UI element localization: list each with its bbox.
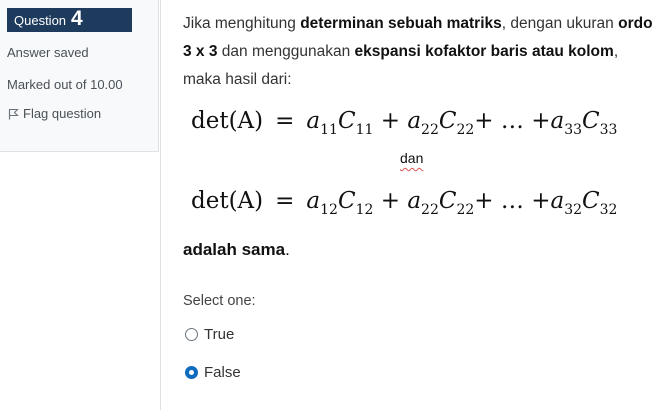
flag-question-label: Flag question — [23, 106, 102, 121]
formula2-plus: + — [373, 188, 408, 214]
formula2-a2: a — [407, 188, 422, 214]
formula-connector: dan — [400, 150, 424, 166]
formula-image — [183, 104, 641, 232]
formula1-a3-sub: 33 — [564, 122, 583, 138]
answer-status: Answer saved — [7, 45, 89, 60]
formula1-a1: a — [306, 108, 321, 134]
option-false[interactable] — [185, 364, 241, 381]
flag-icon — [8, 108, 19, 120]
formula1-c1-sub: 11 — [355, 122, 374, 138]
question-number: 4 — [71, 7, 83, 30]
question-text-part-1: Jika menghitung — [183, 15, 301, 32]
formula1-equals: = — [275, 108, 295, 134]
formula1-c3: C — [582, 108, 600, 134]
formula2-a1-sub: 12 — [320, 202, 338, 218]
question-text — [183, 10, 653, 94]
question-bold-1: determinan sebuah matriks — [300, 15, 502, 32]
radio-true[interactable] — [185, 328, 198, 341]
formula1-c2-sub: 22 — [456, 122, 475, 138]
question-text-part-2: , dengan ukuran — [501, 15, 619, 32]
marked-out-of: Marked out of 10.00 — [7, 77, 123, 92]
formula2-a2-sub: 22 — [421, 202, 439, 218]
formula1-c2: C — [438, 108, 457, 134]
question-info-panel — [0, 0, 159, 152]
formula2-c3: C — [582, 188, 600, 214]
formula1-a2: a — [407, 108, 422, 134]
select-one-prompt: Select one: — [183, 293, 256, 309]
question-conclusion — [183, 240, 290, 260]
formula2-ellipsis: + … + — [474, 188, 551, 214]
formula-row-1 — [191, 108, 618, 138]
formula1-a2-sub: 22 — [421, 122, 439, 138]
formula1-a3: a — [550, 108, 565, 134]
formula2-c1: C — [337, 188, 356, 214]
option-true[interactable] — [185, 326, 234, 343]
formula2-a1: a — [306, 188, 321, 214]
question-label: Question — [14, 12, 67, 28]
formula1-c1: C — [337, 108, 356, 134]
formula2-c3-sub: 32 — [599, 202, 618, 218]
radio-false[interactable] — [185, 366, 198, 379]
formula2-a3: a — [550, 188, 565, 214]
option-true-label: True — [204, 326, 235, 343]
formula1-ellipsis: + … + — [474, 108, 551, 134]
formula1-c3-sub: 33 — [599, 122, 618, 138]
formula1-plus: + — [373, 108, 408, 134]
question-bold-2: ordo 3 x 3 — [183, 15, 653, 60]
formula-row-2 — [191, 188, 618, 218]
conclusion-bold: adalah sama — [183, 240, 286, 259]
formula1-a1-sub: 11 — [320, 122, 338, 138]
question-number-badge — [7, 8, 132, 32]
formula2-a3-sub: 32 — [564, 202, 583, 218]
question-content — [160, 0, 664, 410]
question-text-part-3: dan menggunakan — [217, 43, 355, 60]
formula2-c2: C — [438, 188, 457, 214]
formula2-equals: = — [275, 188, 295, 214]
formula1-lhs: det(A) — [191, 108, 264, 134]
conclusion-end: . — [285, 240, 290, 259]
flag-question-link[interactable] — [8, 106, 101, 121]
formula2-c2-sub: 22 — [456, 202, 475, 218]
formula2-c1-sub: 12 — [355, 202, 374, 218]
option-false-label: False — [204, 364, 241, 381]
question-text-part-4: , maka hasil dari: — [183, 43, 619, 88]
formula2-lhs: det(A) — [191, 188, 264, 214]
question-bold-3: ekspansi kofaktor baris atau kolom — [354, 43, 614, 60]
